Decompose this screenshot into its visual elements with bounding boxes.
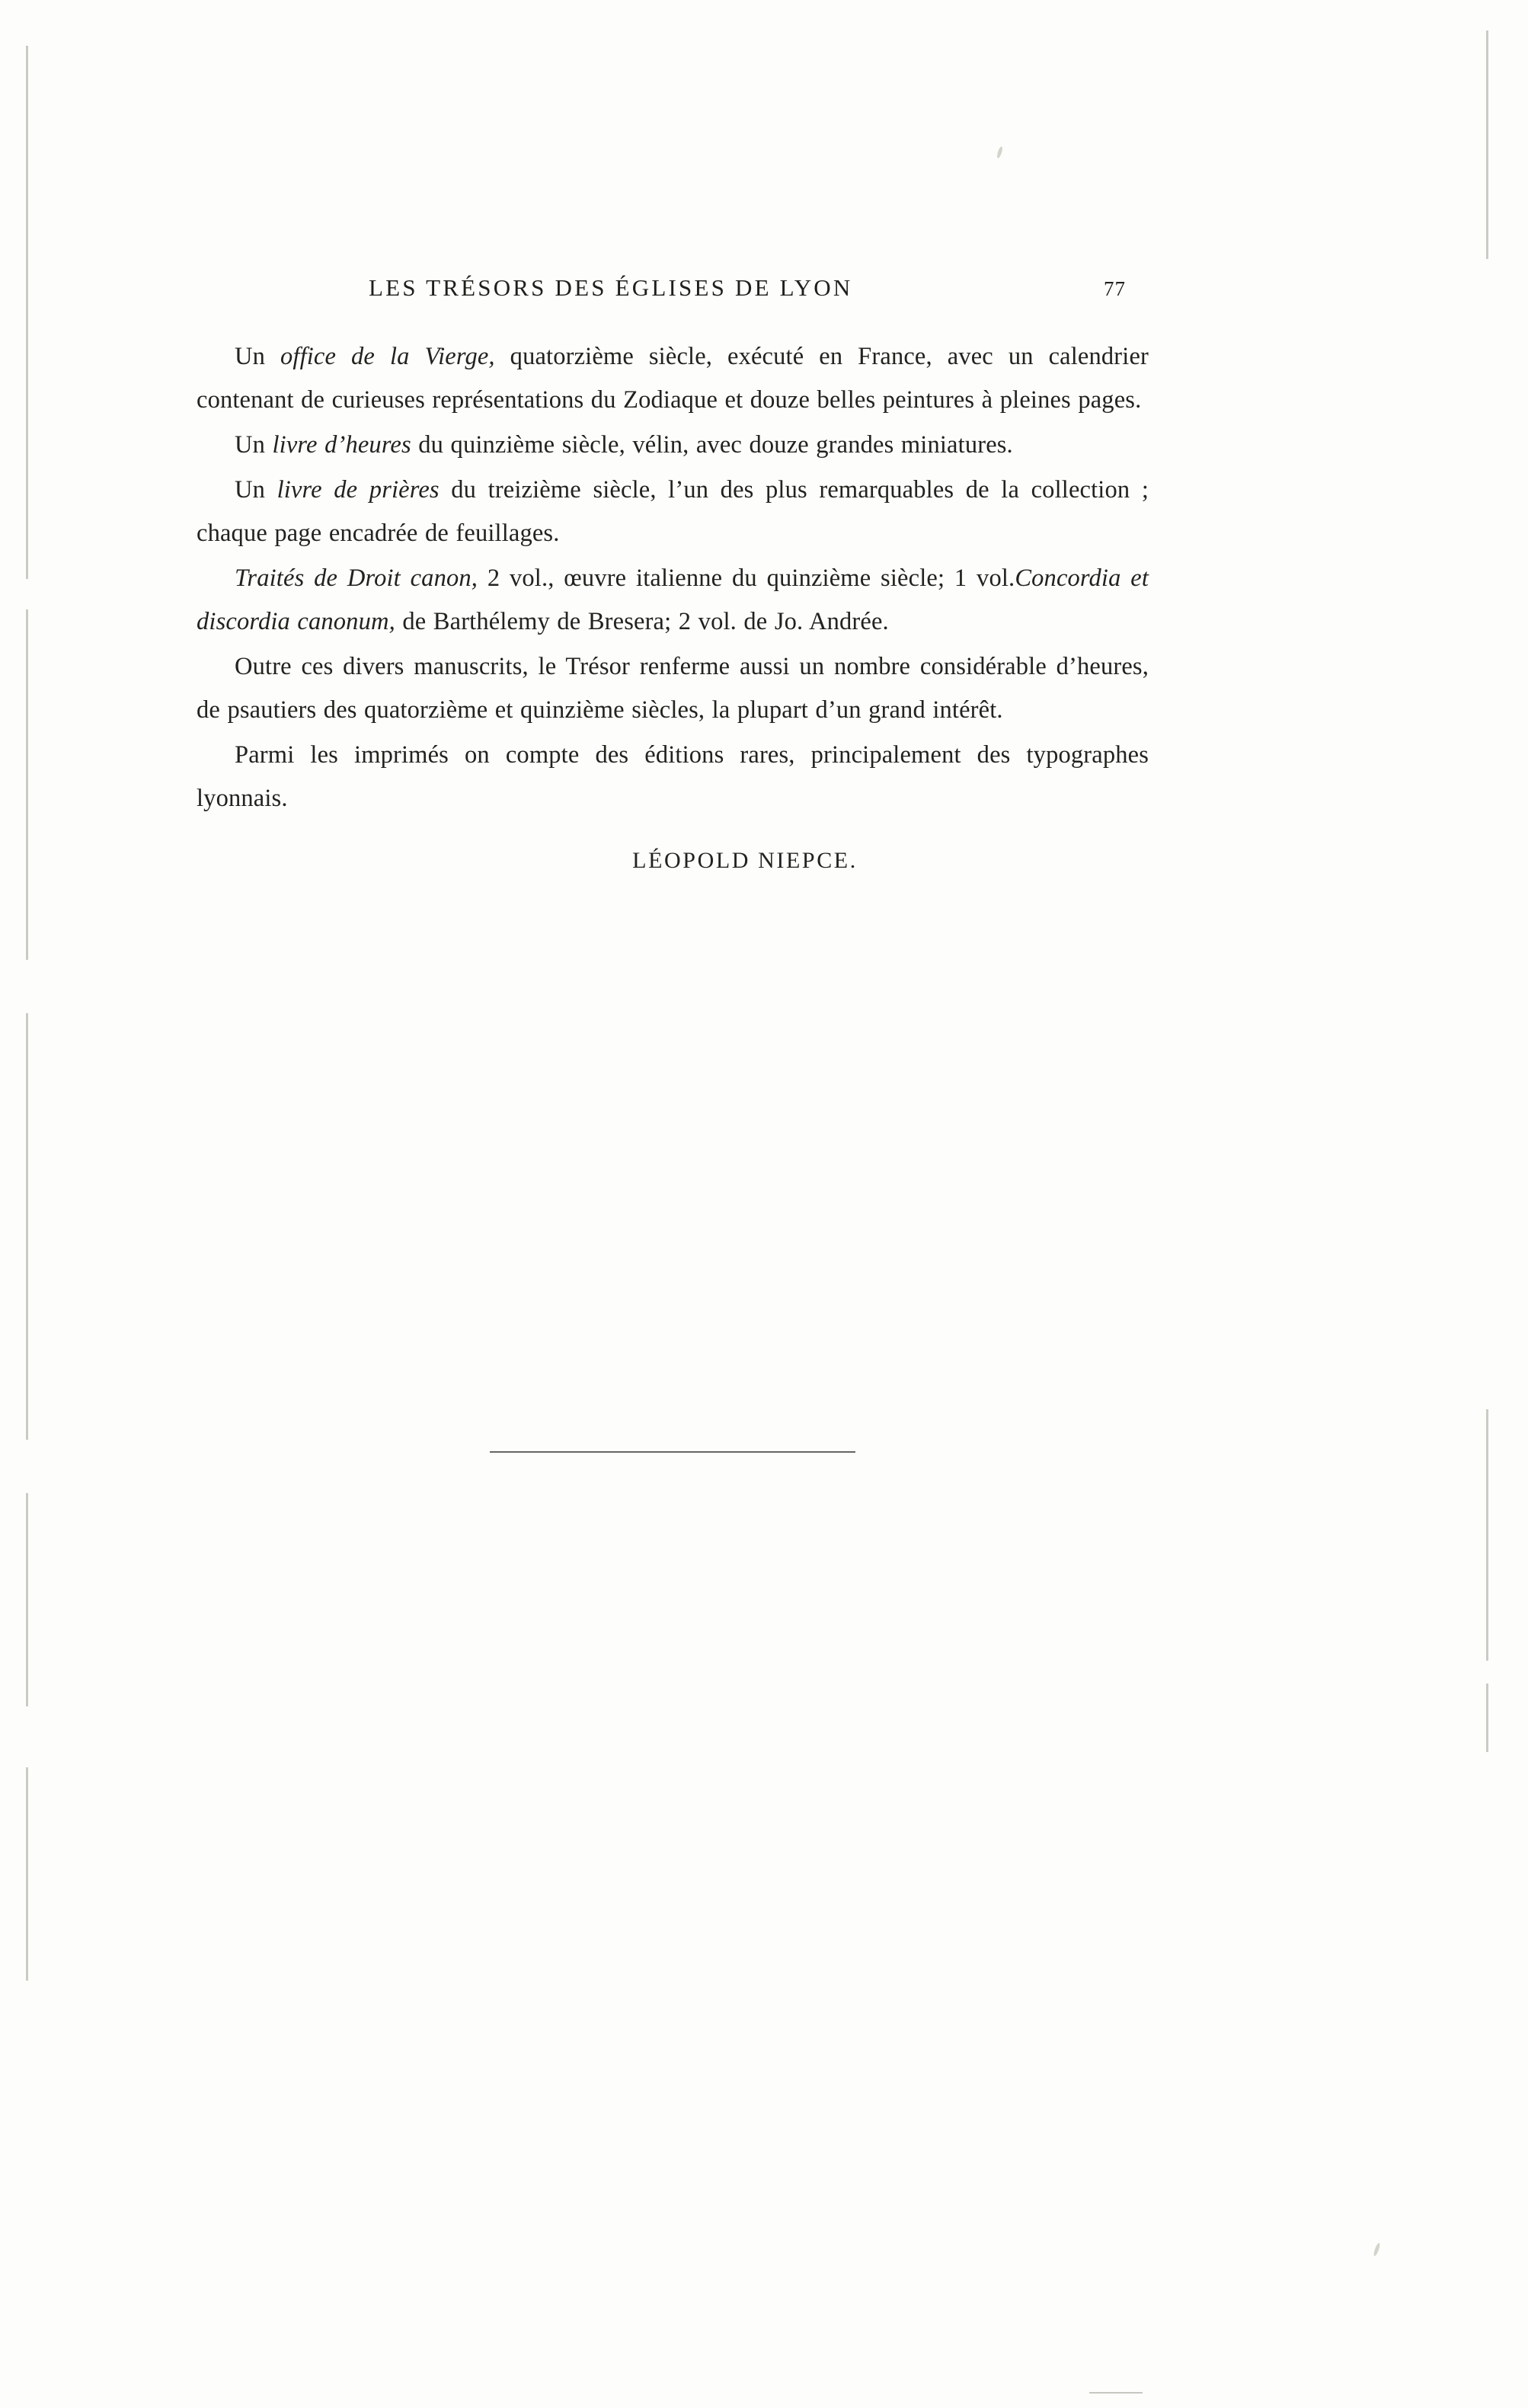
work-title: livre d’heures [272, 431, 411, 459]
scan-edge-artifact [1486, 30, 1488, 259]
work-title: Concordia et discordia canonum, [197, 564, 1149, 635]
paragraph-text: Un [235, 431, 273, 459]
page-title: LES TRÉSORS DES ÉGLISES DE LYON [369, 274, 853, 301]
paragraph-text: de Barthélemy de Bresera; 2 vol. de Jo. Andrée. [395, 608, 889, 635]
paragraph-text: Outre ces divers manuscrits, le Trésor renferme aussi un nombre considérable d’heures, de psautiers des quatorzième et quinzième siècles, la plupart d’un grand intérêt. [197, 653, 1149, 724]
page-number: 77 [1104, 277, 1126, 300]
paragraph [197, 557, 1149, 644]
paragraph-text: Parmi les imprimés on compte des éditions rares, principalement des typographes lyonnais. [197, 741, 1149, 812]
scan-edge-artifact [1486, 1684, 1488, 1752]
scan-speck [996, 146, 1004, 159]
scan-speck [1089, 2392, 1143, 2394]
scan-edge-artifact [26, 1013, 28, 1440]
paragraph [197, 468, 1149, 555]
work-title: office de la Vierge, [280, 343, 495, 370]
horizontal-rule [490, 1451, 855, 1453]
scan-speck [1373, 2243, 1381, 2257]
paragraph-text: Un [235, 343, 280, 370]
paragraph-text: du quinzième siècle, vélin, avec douze grandes miniatures. [411, 431, 1013, 459]
scan-edge-artifact [1486, 1409, 1488, 1661]
work-title: livre de prières [277, 476, 440, 504]
paragraph-text: Un [235, 476, 277, 504]
paragraph [197, 645, 1149, 732]
paragraph-text: du treizième siècle, l’un des plus remarquables de la collection ; chaque page encadrée de feuillages. [197, 476, 1149, 547]
paragraph-text: 2 vol., œuvre italienne du quinzième siècle; 1 vol. [478, 564, 1015, 592]
scan-edge-artifact [26, 46, 28, 579]
section-divider [197, 1451, 1149, 1453]
article-body [197, 274, 1149, 874]
author-signature: LÉOPOLD NIEPCE. [632, 848, 858, 873]
scan-edge-artifact [26, 1493, 28, 1706]
paragraph [197, 424, 1149, 467]
paragraph-list [197, 335, 1149, 820]
scan-edge-artifact [26, 609, 28, 960]
work-title: Traités de Droit canon, [235, 564, 478, 592]
paragraph [197, 335, 1149, 422]
running-head [197, 274, 1149, 302]
paragraph [197, 734, 1149, 820]
paragraph-text: quatorzième siècle, exécuté en France, avec un calendrier contenant de curieuses représentations du Zodiaque et douze belles peintures à pleines pages. [197, 343, 1149, 414]
scan-edge-artifact [26, 1767, 28, 1981]
